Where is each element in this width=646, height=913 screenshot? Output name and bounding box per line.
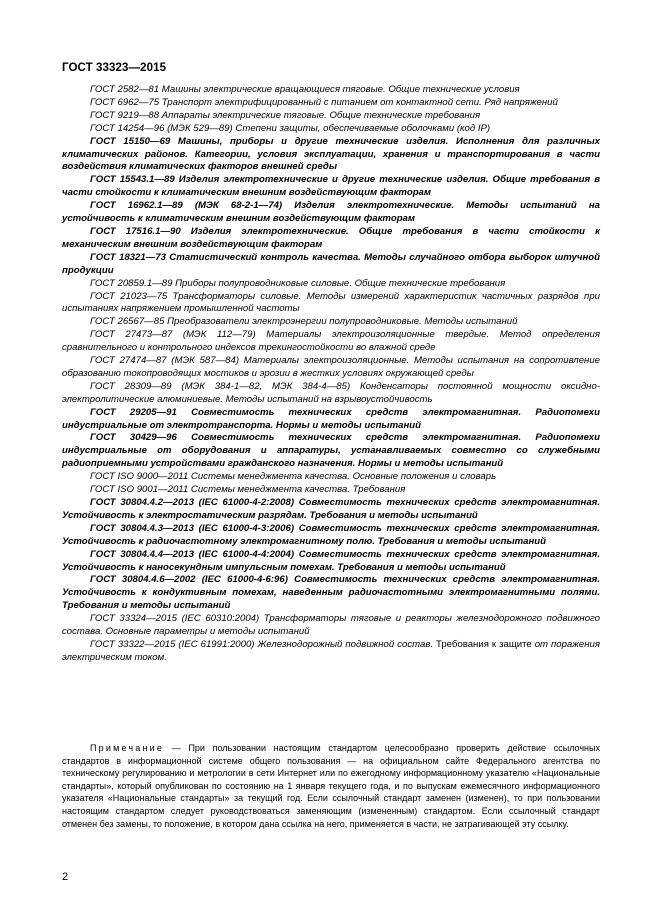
note-label: Примечание (90, 743, 165, 753)
reference-item: ГОСТ 30804.4.4—2013 (IEC 61000-4-4:2004) Совместимость технических средств электромагнитная. Устойчивость к наносекундным импульсным помехам. Требования и методы испытаний (62, 548, 600, 573)
note-dash: — (164, 743, 189, 753)
reference-item: ГОСТ 30429—96 Совместимость технических средств электромагнитная. Радиопомехи индустриальные от оборудования и аппаратуры, устанавливаемых совместно со служебными радиоприемными устройствами гражданского назначения. Нормы и методы испытаний (62, 432, 600, 470)
reference-item: ГОСТ 15150—69 Машины, приборы и другие технические изделия. Исполнения для различных климатических районов. Категории, условия эксплуатации, хранения и транспортирования в части воздействия климатических факторов внешней среды (62, 135, 600, 173)
reference-item: ГОСТ 33322—2015 (IEC 61991:2000) Железнодорожный подвижной состав. Требования к защите от поражения электрическим током. (62, 638, 600, 663)
reference-item: ГОСТ 28309—89 (МЭК 384-1—82, МЭК 384-4—85) Конденсаторы постоянной мощности оксидно-электролитические алюминиевые. Методы испытаний на взрывоустойчивость (62, 380, 600, 405)
reference-item: ГОСТ 18321—73 Статистический контроль качества. Методы случайного отбора выборок штучной продукции (62, 251, 600, 276)
note-paragraph (62, 742, 600, 830)
document-header: ГОСТ 33323—2015 (62, 62, 167, 74)
reference-item: ГОСТ 6962—75 Транспорт электрифицированный с питанием от контактной сети. Ряд напряжений (90, 96, 558, 108)
reference-item: ГОСТ 17516.1—90 Изделия электротехнические. Общие требования в части стойкости к механическим внешним воздействующим факторам (62, 225, 600, 250)
reference-item: ГОСТ 27474—87 (МЭК 587—84) Материалы электроизоляционные. Методы испытания на сопротивление образованию токопроводящих мостиков и эрозии в жестких условиях окружающей среды (62, 355, 600, 379)
reference-item: ГОСТ 20859.1—89 Приборы полупроводниковые силовые. Общие технические требования (90, 277, 506, 289)
reference-item: ГОСТ 30804.4.2—2013 (IEC 61000-4-2:2008) Совместимость технических средств электромагнитная. Устойчивость к электростатическим разрядам. Требования и методы испытаний (62, 497, 600, 521)
page-number: 2 (62, 871, 69, 883)
reference-item: ГОСТ 2582—81 Машины электрические вращающиеся тяговые. Общие технические условия (90, 84, 520, 95)
reference-item: ГОСТ 9219—88 Аппараты электрические тяговые. Общие технические требования (90, 109, 481, 121)
reference-item: ГОСТ ISO 9001—2011 Системы менеджмента качества. Требования (90, 484, 406, 496)
reference-item: ГОСТ 30804.4.6—2002 (IEC 61000-4-6:96) Совместимость технических средств электромагнитная. Устойчивость к кондуктивным помехам, наведенным радиочастотными электромагнитными полями. Требования и методы испытаний (62, 574, 600, 612)
reference-item: ГОСТ 33324—2015 (IEC 60310:2004) Трансформаторы тяговые и реакторы железнодорожного подвижного состава. Основные параметры и методы испытаний (62, 613, 600, 638)
reference-item: ГОСТ 26567—85 Преобразователи электроэнергии полупроводниковые. Методы испытаний (90, 316, 518, 328)
reference-item: ГОСТ 21023—75 Трансформаторы силовые. Методы измерений характеристик частичных разрядов при испытаниях напряжением промышленной частоты (62, 290, 600, 315)
reference-item: ГОСТ 15543.1—89 Изделия электротехнические и другие технические изделия. Общие требования в части стойкости к климатическим внешним воздействующим факторам (62, 174, 600, 199)
note-text: При пользовании настоящим стандартом целесообразно проверить действие ссылочных стандартов в информационной системе общего пользования — на официальном сайте Федерального агентства по техническому регулированию и метрологии в сети Интернет или по ежегодному информационному указателю «Национальные стандарты», который опубликован по состоянию на 1 января текущего года, и по выпускам ежемесячного информационного указателя «Национальные стандарты» за текущий год. Если ссылочный стандарт заменен (изменен), то при пользовании настоящим стандартом следует руководствоваться заменяющим (измененным) стандартом. Если ссылочный стандарт отменен без замены, то положение, в котором дана ссылка на него, применяется в части, не затрагивающей эту ссылку. (62, 743, 600, 829)
normative-references-list (62, 84, 600, 665)
reference-item: ГОСТ 27473—87 (МЭК 112—79) Материалы электроизоляционные твердые. Метод определения сравнительного и контрольного индексов трекингостойкости во влажной среде (62, 329, 600, 354)
reference-item: ГОСТ 16962.1—89 (МЭК 68-2-1—74) Изделия электротехнические. Методы испытаний на устойчивость к климатическим внешним воздействующим факторам (62, 200, 600, 225)
reference-item: ГОСТ 14254—96 (МЭК 529—89) Степени защиты, обеспечиваемые оболочками (код IP) (90, 122, 491, 134)
reference-item: ГОСТ ISO 9000—2011 Системы менеджмента качества. Основные положения и словарь (90, 471, 497, 483)
reference-item: ГОСТ 30804.4.3—2013 (IEC 61000-4-3:2006) Совместимость технических средств электромагнитная. Устойчивость к радиочастотному электромагнитному полю. Требования и методы испытаний (62, 522, 600, 547)
reference-item: ГОСТ 29205—91 Совместимость технических средств электромагнитная. Радиопомехи индустриальные от электротранспорта. Нормы и методы испытаний (62, 406, 600, 431)
